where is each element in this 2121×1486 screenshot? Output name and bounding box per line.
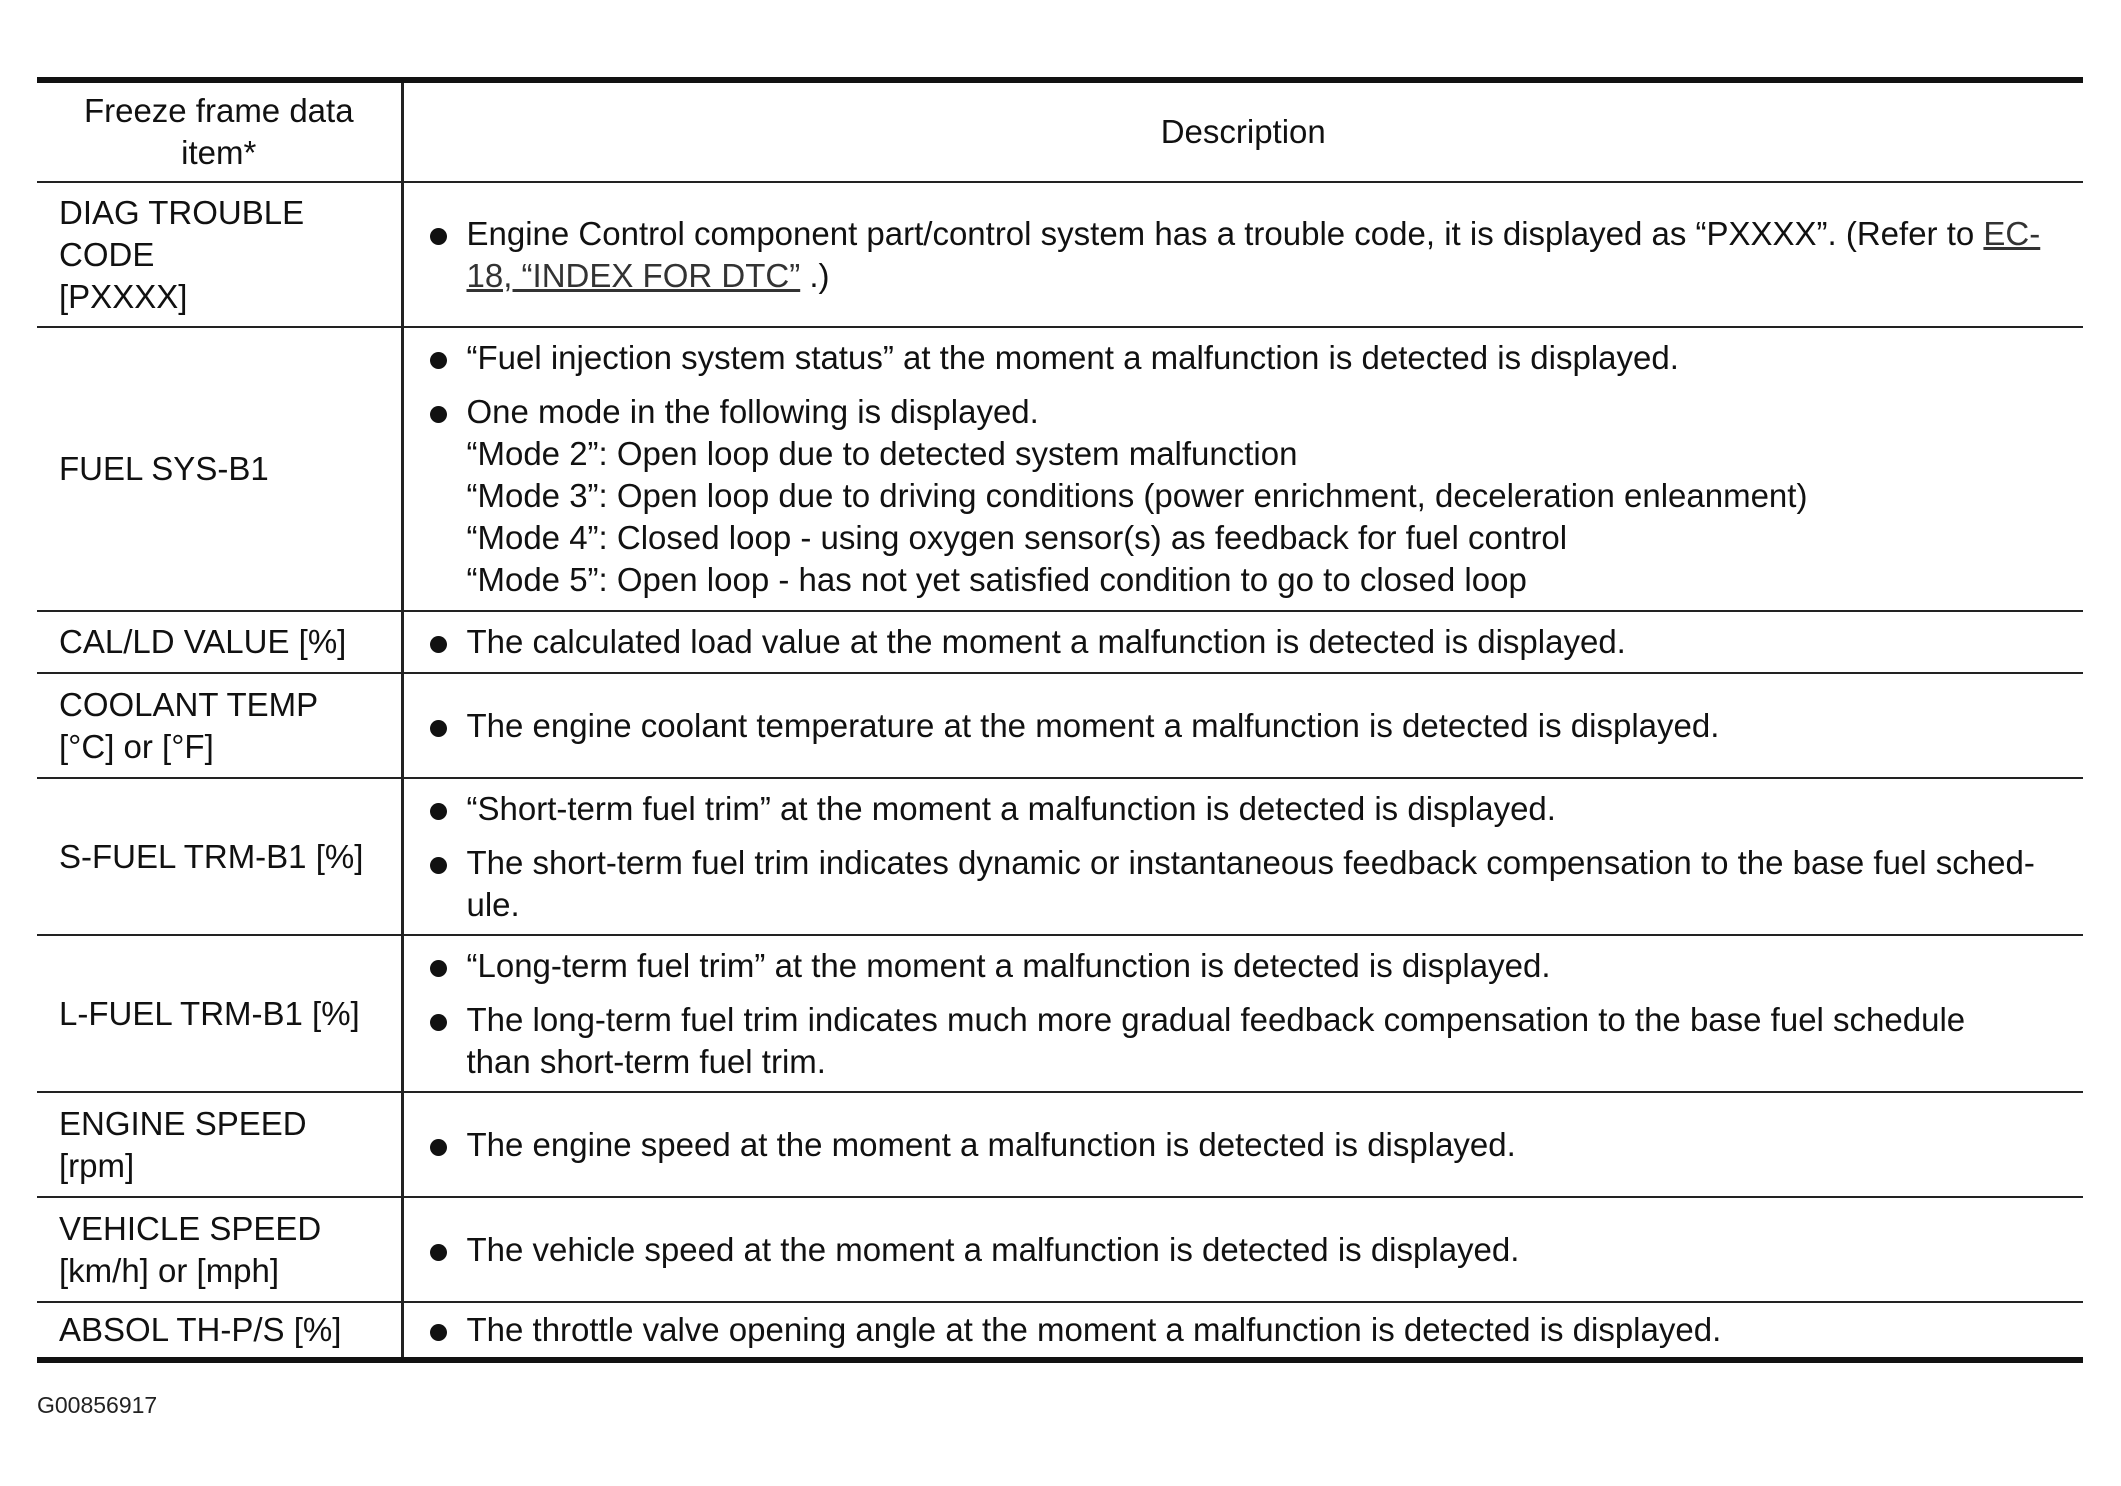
item-label: [rpm] bbox=[59, 1146, 135, 1184]
item-label: [km/h] or [mph] bbox=[59, 1251, 280, 1289]
item-label: ABSOL TH-P/S [%] bbox=[59, 1311, 342, 1348]
bullet-text: One mode in the following is displayed. bbox=[466, 393, 1039, 430]
item-cell bbox=[37, 673, 402, 778]
item-label: COOLANT TEMP bbox=[59, 685, 319, 723]
table-row bbox=[37, 673, 2083, 778]
item-cell bbox=[37, 1302, 402, 1360]
bullet-item bbox=[430, 842, 2070, 926]
table-row bbox=[37, 611, 2083, 673]
bullet-dot-icon bbox=[430, 803, 447, 820]
table-row bbox=[37, 327, 2083, 611]
bullet-text: The engine coolant temperature at the moment a malfunction is detected is displayed. bbox=[466, 706, 1720, 744]
bullet-dot-icon bbox=[430, 857, 447, 874]
mode-line: “Mode 4”: Closed loop - using oxygen sensor(s) as feedback for fuel control bbox=[466, 519, 1568, 556]
item-label: [°C] or [°F] bbox=[59, 727, 214, 765]
freeze-frame-data-table bbox=[37, 77, 2083, 1363]
bullet-dot-icon bbox=[430, 406, 447, 423]
table-row bbox=[37, 182, 2083, 327]
table-row bbox=[37, 1302, 2083, 1360]
description-cell bbox=[402, 1092, 2083, 1197]
bullet-item bbox=[430, 945, 2070, 987]
dtc-index-link[interactable]: EC-18, “INDEX FOR DTC” bbox=[466, 214, 2041, 294]
description-cell bbox=[402, 611, 2083, 673]
figure-id: G00856917 bbox=[37, 1392, 158, 1418]
bullet-item bbox=[430, 1309, 2070, 1351]
bullet-text: The engine speed at the moment a malfunction is detected is displayed. bbox=[466, 1125, 1516, 1163]
item-label: [PXXXX] bbox=[59, 277, 188, 315]
item-cell bbox=[37, 1092, 402, 1197]
table-row bbox=[37, 935, 2083, 1092]
description-cell bbox=[402, 935, 2083, 1092]
bullet-item bbox=[430, 1229, 2070, 1271]
bullet-item bbox=[430, 999, 2070, 1083]
bullet-text: .) bbox=[800, 256, 830, 294]
mode-line: “Mode 3”: Open loop due to driving conditions (power enrichment, deceleration enleanment) bbox=[466, 477, 1808, 514]
item-label: S-FUEL TRM-B1 [%] bbox=[59, 837, 364, 875]
bullet-item bbox=[430, 1124, 2070, 1166]
bullet-text: “Fuel injection system status” at the moment a malfunction is detected is displayed. bbox=[466, 339, 1679, 376]
bullet-dot-icon bbox=[430, 1244, 447, 1261]
bullet-text: “Long-term fuel trim” at the moment a malfunction is detected is displayed. bbox=[466, 946, 1551, 984]
description-cell bbox=[402, 673, 2083, 778]
bullet-dot-icon bbox=[430, 1324, 447, 1341]
table-row bbox=[37, 778, 2083, 935]
item-cell bbox=[37, 327, 402, 611]
item-label: DIAG TROUBLE bbox=[59, 193, 305, 231]
item-label: VEHICLE SPEED bbox=[59, 1209, 322, 1247]
bullet-item bbox=[430, 705, 2070, 747]
item-cell bbox=[37, 611, 402, 673]
bullet-dot-icon bbox=[430, 1139, 447, 1156]
bullet-text: The short-term fuel trim indicates dynamic or instantaneous feedback compensation to the base fuel sched- bbox=[466, 843, 2035, 881]
table-row bbox=[37, 1092, 2083, 1197]
item-cell bbox=[37, 1197, 402, 1302]
item-label: ENGINE SPEED bbox=[59, 1104, 307, 1142]
header-row bbox=[37, 80, 2083, 182]
item-cell bbox=[37, 182, 402, 327]
bullet-text: The calculated load value at the moment a malfunction is detected is displayed. bbox=[466, 623, 1626, 660]
bullet-item bbox=[430, 391, 2070, 601]
bullet-dot-icon bbox=[430, 636, 447, 653]
table-row bbox=[37, 1197, 2083, 1302]
bullet-text: than short-term fuel trim. bbox=[466, 1042, 826, 1080]
bullet-text: The long-term fuel trim indicates much more gradual feedback compensation to the base fuel schedule bbox=[466, 1000, 1966, 1038]
description-cell bbox=[402, 1197, 2083, 1302]
bullet-dot-icon bbox=[430, 960, 447, 977]
bullet-item bbox=[430, 788, 2070, 830]
bullet-text: “Short-term fuel trim” at the moment a malfunction is detected is displayed. bbox=[466, 789, 1556, 827]
bullet-item bbox=[430, 621, 2070, 663]
bullet-dot-icon bbox=[430, 720, 447, 737]
description-cell bbox=[402, 1302, 2083, 1360]
bullet-dot-icon bbox=[430, 1014, 447, 1031]
header-item-line: Freeze frame data bbox=[83, 92, 354, 129]
item-label: CAL/LD VALUE [%] bbox=[59, 623, 347, 660]
bullet-dot-icon bbox=[430, 228, 447, 245]
header-item bbox=[37, 80, 402, 182]
item-label: FUEL SYS-B1 bbox=[59, 450, 269, 487]
item-label: L-FUEL TRM-B1 [%] bbox=[59, 994, 360, 1032]
description-cell bbox=[402, 327, 2083, 611]
bullet-text: The vehicle speed at the moment a malfunction is detected is displayed. bbox=[466, 1230, 1520, 1268]
bullet-item bbox=[430, 213, 2070, 297]
bullet-item bbox=[430, 337, 2070, 379]
bullet-text: ule. bbox=[466, 885, 520, 923]
header-item-line: item* bbox=[181, 134, 257, 171]
header-description: Description bbox=[402, 80, 2083, 182]
bullet-text: Engine Control component part/control system has a trouble code, it is displayed as “PXXXX”. (Refer to bbox=[466, 214, 1984, 252]
description-cell bbox=[402, 182, 2083, 327]
bullet-dot-icon bbox=[430, 352, 447, 369]
item-label: CODE bbox=[59, 235, 155, 273]
bullet-text: The throttle valve opening angle at the moment a malfunction is detected is displayed. bbox=[466, 1311, 1722, 1348]
mode-line: “Mode 2”: Open loop due to detected system malfunction bbox=[466, 435, 1298, 472]
mode-line: “Mode 5”: Open loop - has not yet satisfied condition to go to closed loop bbox=[466, 561, 1527, 598]
description-cell bbox=[402, 778, 2083, 935]
item-cell bbox=[37, 778, 402, 935]
item-cell bbox=[37, 935, 402, 1092]
